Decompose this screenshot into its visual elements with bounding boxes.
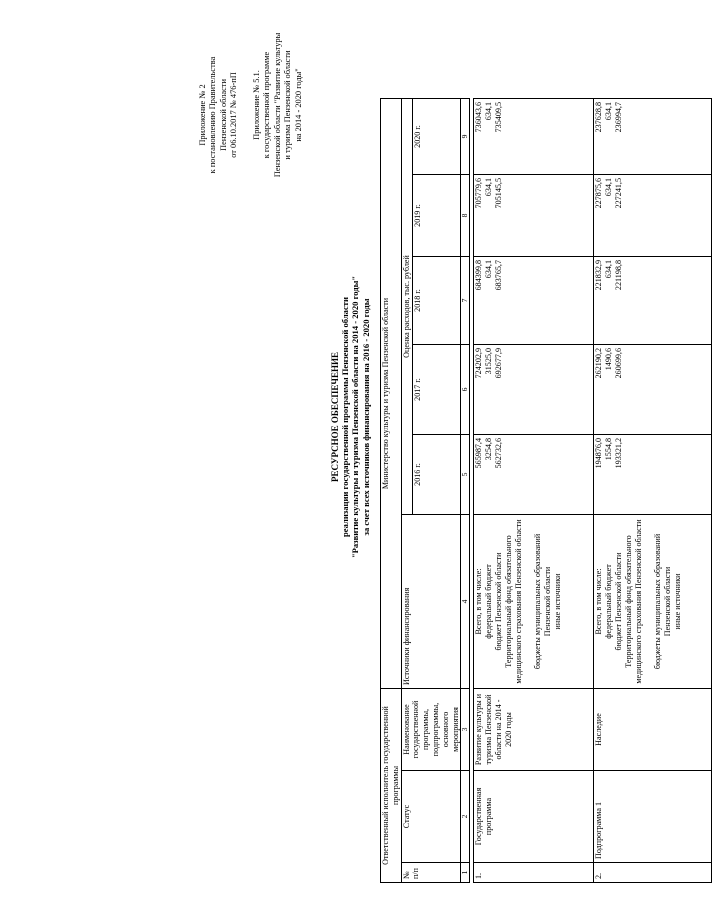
appendix-reference-top — [198, 15, 240, 215]
value: 1490,6 — [604, 348, 614, 371]
column-number: 8 — [461, 175, 470, 257]
source-label: бюджет Пензенской области — [493, 552, 503, 651]
value: 260699,6 — [613, 348, 623, 379]
executor-header: Ответственный исполнитель государственной программы — [381, 689, 402, 883]
column-number: 5 — [461, 435, 470, 515]
row-status: Подпрограмма 1 — [594, 771, 712, 863]
value: 634,1 — [604, 102, 614, 121]
appendix-line: Пензенской области — [218, 79, 228, 151]
value: 3254,8 — [484, 438, 494, 461]
column-number: 6 — [461, 345, 470, 435]
value: 236994,7 — [613, 102, 623, 133]
header-sources: Источники финансирования — [401, 515, 461, 689]
value: 237628,8 — [594, 102, 604, 133]
header-status: Статус — [401, 771, 461, 863]
value: 724202,9 — [474, 348, 484, 379]
executor-value: Министерство культуры и туризма Пензенской области — [381, 99, 402, 689]
value: 705145,5 — [493, 178, 503, 209]
header-year: 2016 г. — [413, 435, 461, 515]
value: 221832,9 — [594, 260, 604, 291]
appendix-line: Приложение № 2 — [198, 84, 207, 146]
column-number: 9 — [461, 99, 470, 175]
appendix-line: к государственной программе — [262, 51, 272, 159]
appendix-line: Пензенской области "Развитие культуры — [272, 32, 282, 178]
header-estimate: Оценка расходов, тыс. рублей — [401, 99, 413, 515]
row-number: 1. — [474, 863, 594, 883]
value: 562732,6 — [493, 438, 503, 469]
header-year: 2020 г. — [413, 99, 461, 175]
value: 684399,8 — [474, 260, 484, 291]
row-status: Государственная программа — [474, 771, 594, 863]
value: 692677,9 — [493, 348, 503, 379]
value: 683765,7 — [493, 260, 503, 291]
appendix-line: от 06.10.2017 № 476-пП — [229, 72, 239, 158]
source-label: бюджеты муниципальных образований Пензенской области — [653, 533, 672, 670]
row-name: Наследие — [594, 689, 712, 771]
value: 634,1 — [484, 178, 494, 197]
column-number: 7 — [461, 257, 470, 345]
value: 565987,4 — [474, 438, 484, 469]
value: 705779,6 — [474, 178, 484, 209]
value: 227875,6 — [594, 178, 604, 209]
value-cell — [594, 175, 712, 257]
value: 227241,5 — [613, 178, 623, 209]
value: 262190,2 — [594, 348, 604, 379]
row-sources — [474, 515, 594, 689]
source-label: иные источники — [672, 573, 682, 630]
column-number: 4 — [461, 515, 470, 689]
source-label: иные источники — [552, 573, 562, 630]
column-number: 1 — [461, 863, 470, 883]
source-label: Всего, в том числе: — [474, 568, 484, 635]
source-label: Всего, в том числе: — [594, 568, 604, 635]
resource-table — [380, 98, 712, 883]
row-sources — [594, 515, 712, 689]
value: 221198,8 — [613, 260, 623, 291]
source-label: бюджет Пензенской области — [613, 552, 623, 651]
source-label: Территориальный фонд обязательного медицинского страхования Пензенской области — [503, 519, 523, 684]
title-line: реализации государственной программы Пензенской области — [340, 297, 351, 537]
title-line: РЕСУРСНОЕ ОБЕСПЕЧЕНИЕ — [330, 352, 340, 482]
table-row — [594, 99, 712, 883]
value-cell — [474, 345, 594, 435]
header-year: 2017 г. — [413, 345, 461, 435]
value-cell — [474, 99, 594, 175]
row-number: 2. — [594, 863, 712, 883]
table-row — [474, 99, 594, 883]
value-cell — [474, 257, 594, 345]
appendix-reference-bottom — [252, 0, 304, 215]
value: 735409,5 — [493, 102, 503, 133]
value: 31525,0 — [484, 348, 494, 375]
value: 634,1 — [484, 260, 494, 279]
title-line: за счет всех источников финансирования на 2016 - 2020 годы — [360, 298, 371, 536]
value: 634,1 — [604, 178, 614, 197]
value-cell — [474, 435, 594, 515]
header-name: Наименование государственной программы, подпрограммы, основного мероприятия — [401, 689, 461, 771]
column-number: 2 — [461, 771, 470, 863]
header-number: № п/п — [401, 863, 461, 883]
value-cell — [594, 345, 712, 435]
appendix-line: и туризма Пензенской области — [283, 50, 293, 160]
value: 634,1 — [484, 102, 494, 121]
value-cell — [474, 175, 594, 257]
value-cell — [594, 435, 712, 515]
source-label: Территориальный фонд обязательного медицинского страхования Пензенской области — [623, 519, 643, 684]
value: 736043,6 — [474, 102, 484, 133]
value-cell — [594, 257, 712, 345]
title-line: "Развитие культуры и туризма Пензенской области на 2014 - 2020 годы" — [350, 275, 361, 559]
header-year: 2018 г. — [413, 257, 461, 345]
value: 194876,0 — [594, 438, 604, 469]
row-name: Развитие культуры и туризма Пензенской области на 2014 - 2020 годы — [474, 689, 594, 771]
appendix-line: на 2014 - 2020 годы" — [293, 68, 303, 142]
value: 634,1 — [604, 260, 614, 279]
header-year: 2019 г. — [413, 175, 461, 257]
source-label: федеральный бюджет — [604, 564, 614, 639]
column-number: 3 — [461, 689, 470, 771]
value: 1554,8 — [604, 438, 614, 461]
document-title — [330, 227, 371, 607]
value-cell — [594, 99, 712, 175]
source-label: бюджеты муниципальных образований Пензенской области — [533, 533, 552, 670]
appendix-line: к постановлению Правительства — [208, 56, 218, 174]
source-label: федеральный бюджет — [484, 564, 494, 639]
appendix-line: Приложение № 5.1. — [252, 70, 261, 140]
value: 193321,2 — [613, 438, 623, 469]
